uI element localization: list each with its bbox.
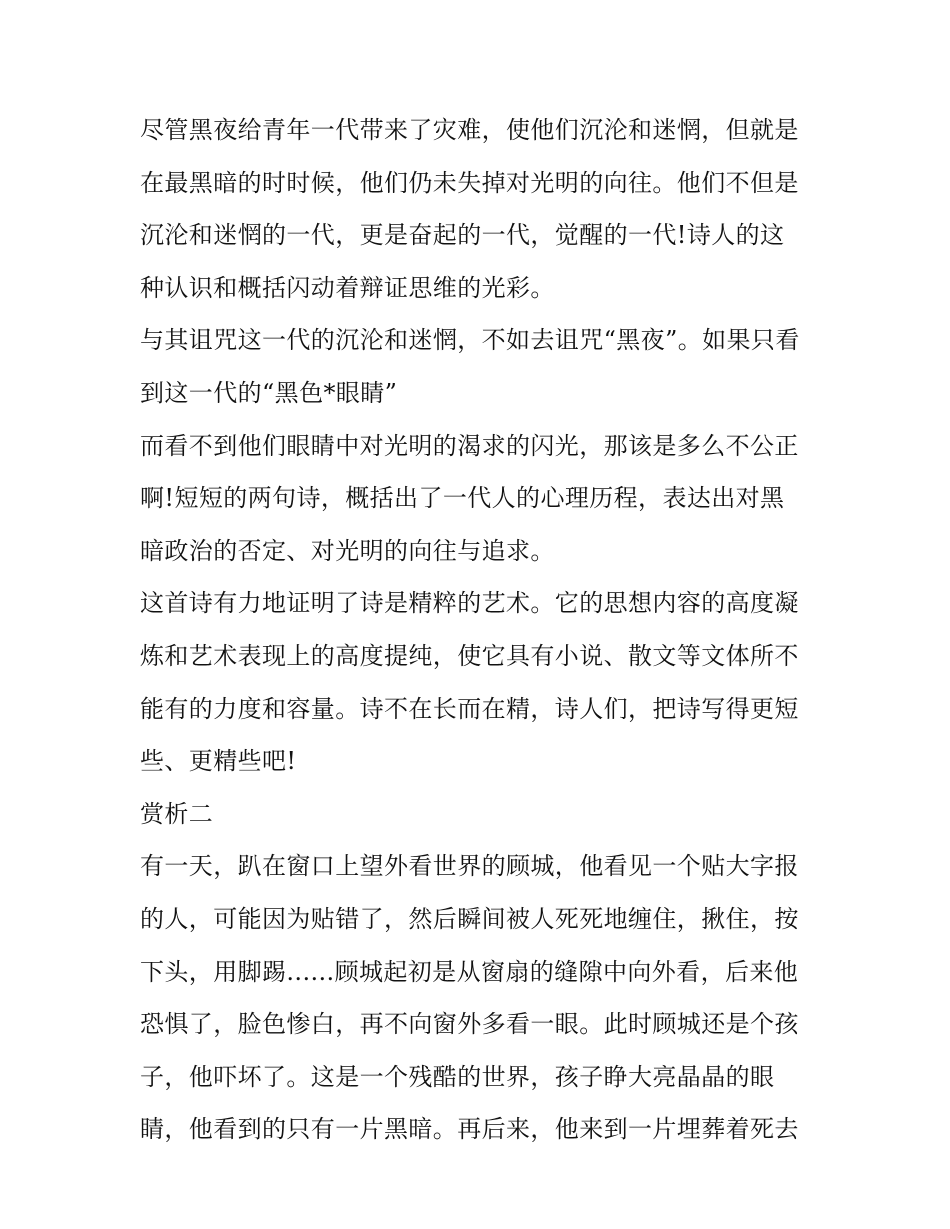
text-line: 炼和艺术表现上的高度提纯，使它具有小说、散文等文体所不 [140, 641, 799, 670]
text-line: 些、更精些吧! [140, 747, 297, 776]
text-line: 的人，可能因为贴错了，然后瞬间被人死死地缠住，揪住，按 [140, 904, 799, 933]
text-line: 恐惧了，脸色惨白，再不向窗外多看一眼。此时顾城还是个孩 [140, 1010, 799, 1039]
text-line: 能有的力度和容量。诗不在长而在精，诗人们，把诗写得更短 [140, 694, 799, 723]
text-line: 而看不到他们眼睛中对光明的渴求的闪光，那该是多么不公正 [140, 431, 799, 460]
document-text [140, 108, 820, 1160]
text-line: 下头，用脚踢......顾城起初是从窗扇的缝隙中向外看，后来他 [140, 957, 799, 986]
text-line: 睛，他看到的只有一片黑暗。再后来，他来到一片埋葬着死去 [140, 1115, 799, 1144]
text-line: 这首诗有力地证明了诗是精粹的艺术。它的思想内容的高度凝 [140, 589, 799, 618]
text-line: 与其诅咒这一代的沉沦和迷惘，不如去诅咒“黑夜”。如果只看 [140, 326, 800, 355]
text-line: 子，他吓坏了。这是一个残酷的世界，孩子睁大亮晶晶的眼 [140, 1062, 775, 1091]
text-line: 种认识和概括闪动着辩证思维的光彩。 [140, 273, 555, 302]
text-line: 在最黑暗的时时候，他们仍未失掉对光明的向往。他们不但是 [140, 168, 799, 197]
text-line: 有一天，趴在窗口上望外看世界的顾城，他看见一个贴大字报 [140, 852, 799, 881]
text-line: 尽管黑夜给青年一代带来了灾难，使他们沉沦和迷惘，但就是 [140, 116, 799, 144]
text-line: 沉沦和迷惘的一代，更是奋起的一代，觉醒的一代!诗人的这 [140, 221, 785, 250]
text-line: 暗政治的否定、对光明的向往与追求。 [140, 536, 555, 565]
section-heading: 赏析二 [140, 799, 214, 828]
text-line: 到这一代的“黑色*眼睛” [140, 378, 398, 407]
text-line: 啊!短短的两句诗，概括出了一代人的心理历程，表达出对黑 [140, 484, 785, 513]
